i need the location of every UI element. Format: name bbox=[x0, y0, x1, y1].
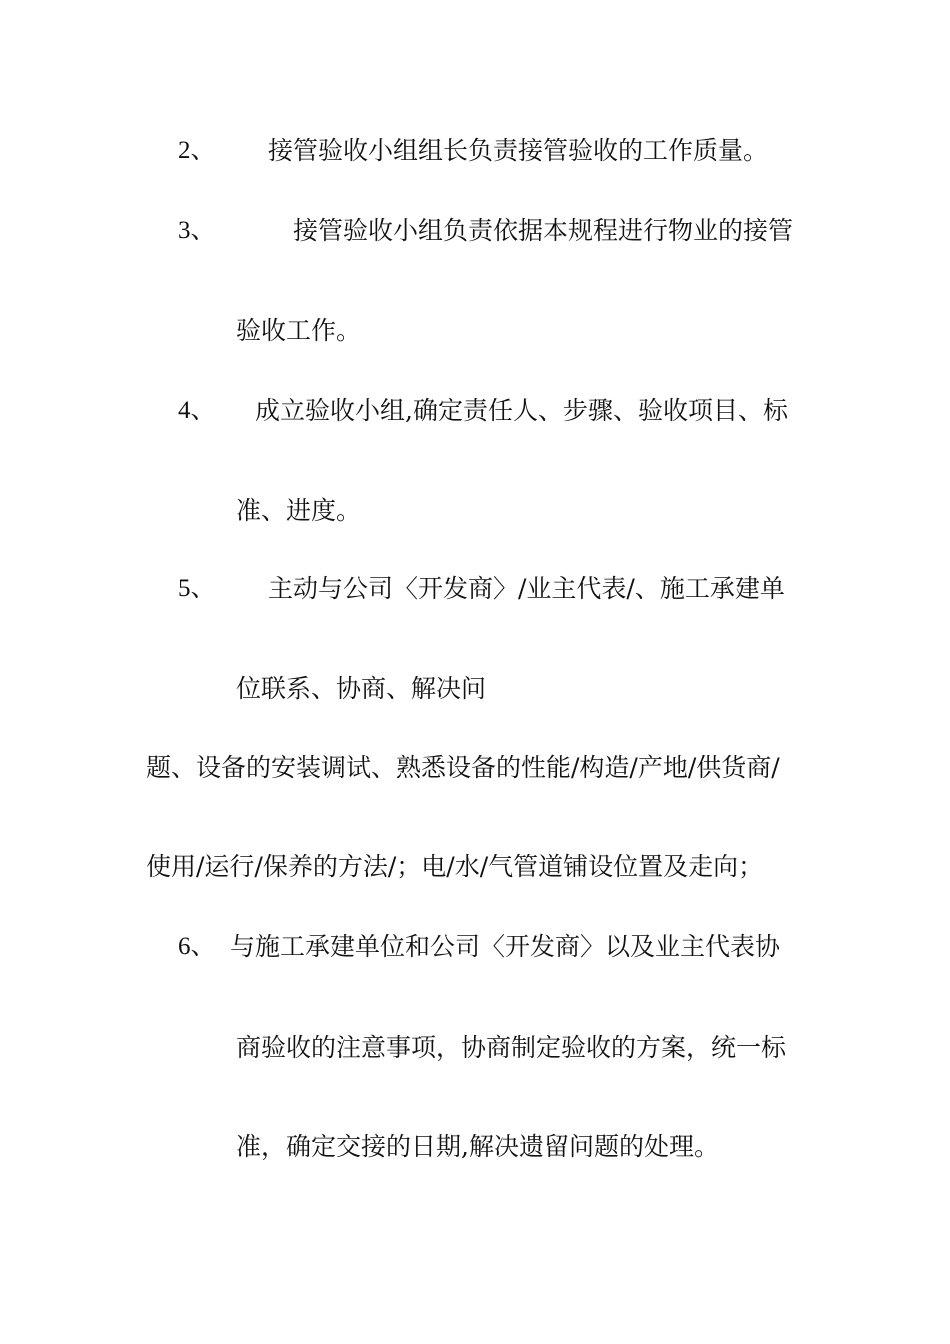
item-text: 题、设备的安装调试、熟悉设备的性能/构造/产地/供货商/ bbox=[146, 753, 780, 782]
item-number: 5、 bbox=[178, 575, 216, 602]
item-text: 商验收的注意事项，协商制定验收的方案，统一标 bbox=[236, 1033, 787, 1062]
item-number: 3、 bbox=[178, 217, 216, 244]
item-text: 与施工承建单位和公司〈开发商〉以及业主代表协 bbox=[230, 932, 781, 961]
item-text: 接管验收小组组长负责接管验收的工作质量。 bbox=[268, 136, 769, 165]
item-text: 准，确定交接的日期,解决遗留问题的处理。 bbox=[236, 1132, 719, 1161]
item-text: 验收工作。 bbox=[236, 316, 362, 345]
item-text: 成立验收小组,确定责任人、步骤、验收项目、标 bbox=[255, 396, 788, 425]
item-number: 2、 bbox=[178, 137, 216, 164]
item-number: 4、 bbox=[178, 397, 216, 424]
item-text: 准、进度。 bbox=[236, 496, 362, 525]
item-text: 主动与公司〈开发商〉/业主代表/、施工承建单 bbox=[268, 574, 785, 603]
item-text: 接管验收小组负责依据本规程进行物业的接管 bbox=[293, 216, 794, 245]
item-number: 6、 bbox=[178, 933, 216, 960]
item-text: 使用/运行/保养的方法/；电/水/气管道铺设位置及走向； bbox=[146, 852, 764, 881]
item-text: 位联系、协商、解决问 bbox=[236, 674, 487, 703]
